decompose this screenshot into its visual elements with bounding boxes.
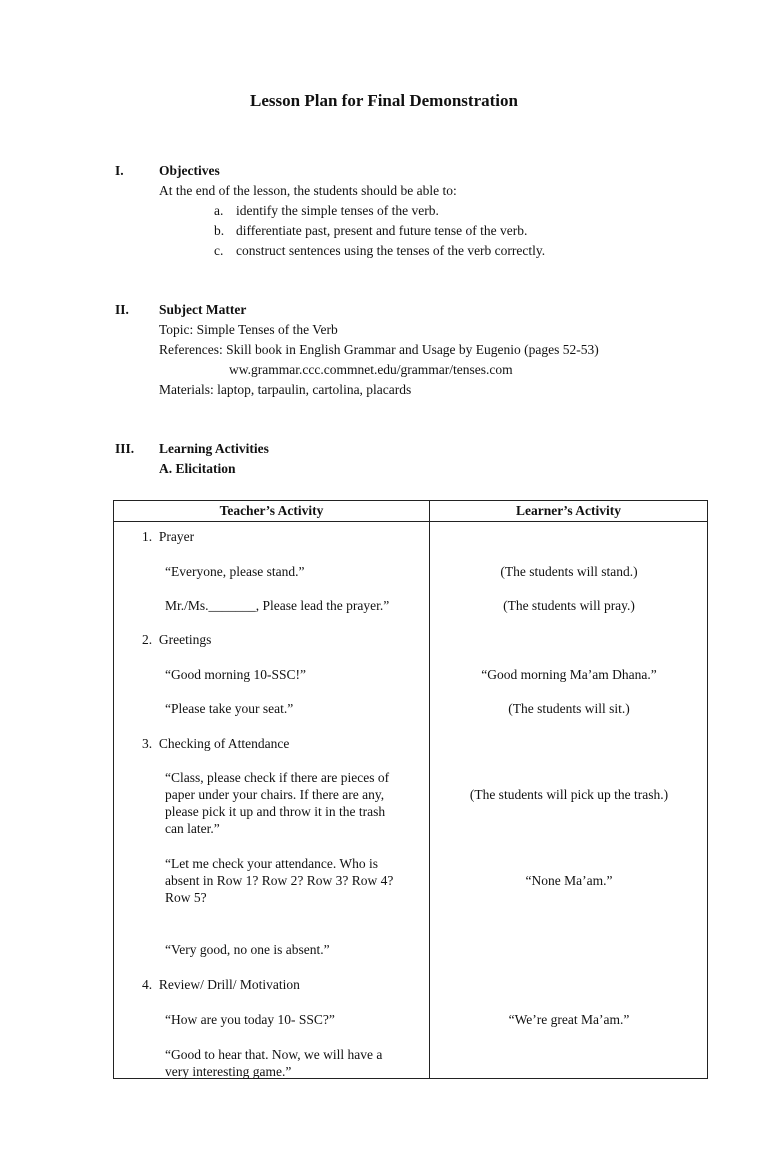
- section-subheading: A. Elicitation: [159, 461, 236, 476]
- learner-line: (The students will sit.): [508, 701, 630, 716]
- page-title: Lesson Plan for Final Demonstration: [250, 91, 518, 110]
- learner-column-header: Learner’s Activity: [430, 501, 708, 522]
- learner-line: (The students will stand.): [500, 564, 638, 579]
- step-number: 3.: [142, 736, 153, 751]
- materials-line: Materials: laptop, tarpaulin, cartolina, placards: [159, 382, 412, 397]
- objective-item: [159, 201, 719, 221]
- step-review: [142, 976, 300, 993]
- teacher-line: paper under your chairs. If there are any,: [165, 787, 385, 802]
- section-heading: Objectives: [159, 163, 220, 178]
- teacher-line: “Please take your seat.”: [165, 701, 294, 716]
- step-prayer: [142, 528, 194, 545]
- teacher-line: “Let me check your attendance. Who is: [165, 856, 379, 871]
- objective-label: b.: [214, 223, 225, 238]
- teacher-line: absent in Row 1? Row 2? Row 3? Row 4?: [165, 873, 394, 888]
- step-label: Greetings: [158, 632, 212, 647]
- teacher-column-header: Teacher’s Activity: [114, 501, 430, 522]
- objective-label: a.: [214, 203, 224, 218]
- step-label: Prayer: [158, 529, 195, 544]
- teacher-line: “Very good, no one is absent.”: [165, 942, 330, 957]
- table-row: [114, 522, 708, 1079]
- teacher-line: Mr./Ms._______, Please lead the prayer.”: [165, 598, 390, 613]
- teacher-line: Row 5?: [165, 890, 207, 905]
- teacher-line: “How are you today 10- SSC?”: [165, 1012, 335, 1027]
- learner-line: (The students will pick up the trash.): [469, 787, 669, 802]
- objective-item: [159, 221, 719, 241]
- references-line: References: Skill book in English Grammar and Usage by Eugenio (pages 52-53): [159, 342, 599, 357]
- activity-table: [113, 500, 708, 1079]
- step-greetings: [142, 631, 211, 648]
- learner-line: (The students will pray.): [503, 598, 635, 613]
- step-number: 4.: [142, 977, 153, 992]
- objective-label: c.: [214, 243, 224, 258]
- learner-line: “None Ma’am.”: [525, 873, 613, 888]
- step-label: Checking of Attendance: [158, 736, 290, 751]
- objectives-intro: At the end of the lesson, the students should be able to:: [159, 183, 457, 198]
- step-attendance: [142, 735, 289, 752]
- learner-activity-cell: [430, 522, 708, 1079]
- teacher-activity-cell: [114, 522, 430, 1079]
- step-number: 2.: [142, 632, 153, 647]
- objective-text: differentiate past, present and future tense of the verb.: [236, 223, 528, 238]
- section-numeral: II.: [115, 302, 129, 317]
- section-numeral: I.: [115, 163, 124, 178]
- step-number: 1.: [142, 529, 153, 544]
- topic-line: Topic: Simple Tenses of the Verb: [159, 322, 338, 337]
- objective-text: identify the simple tenses of the verb.: [236, 203, 439, 218]
- table-header-row: [114, 501, 708, 522]
- learner-line: “We’re great Ma’am.”: [508, 1012, 630, 1027]
- teacher-line: “Everyone, please stand.”: [165, 564, 305, 579]
- teacher-line: very interesting game.”: [165, 1064, 292, 1079]
- learner-line: “Good morning Ma’am Dhana.”: [481, 667, 657, 682]
- teacher-line: please pick it up and throw it in the trash: [165, 804, 386, 819]
- objective-text: construct sentences using the tenses of the verb correctly.: [236, 243, 546, 258]
- objective-item: [159, 241, 719, 261]
- teacher-line: “Class, please check if there are pieces of: [165, 770, 390, 785]
- teacher-line: “Good morning 10-SSC!”: [165, 667, 306, 682]
- teacher-line: “Good to hear that. Now, we will have a: [165, 1047, 383, 1062]
- step-label: Review/ Drill/ Motivation: [158, 977, 300, 992]
- references-url: ww.grammar.ccc.commnet.edu/grammar/tenses.com: [229, 362, 513, 377]
- teacher-line: can later.”: [165, 821, 220, 836]
- section-numeral: III.: [115, 441, 135, 456]
- section-heading: Subject Matter: [159, 302, 247, 317]
- section-heading: Learning Activities: [159, 441, 269, 456]
